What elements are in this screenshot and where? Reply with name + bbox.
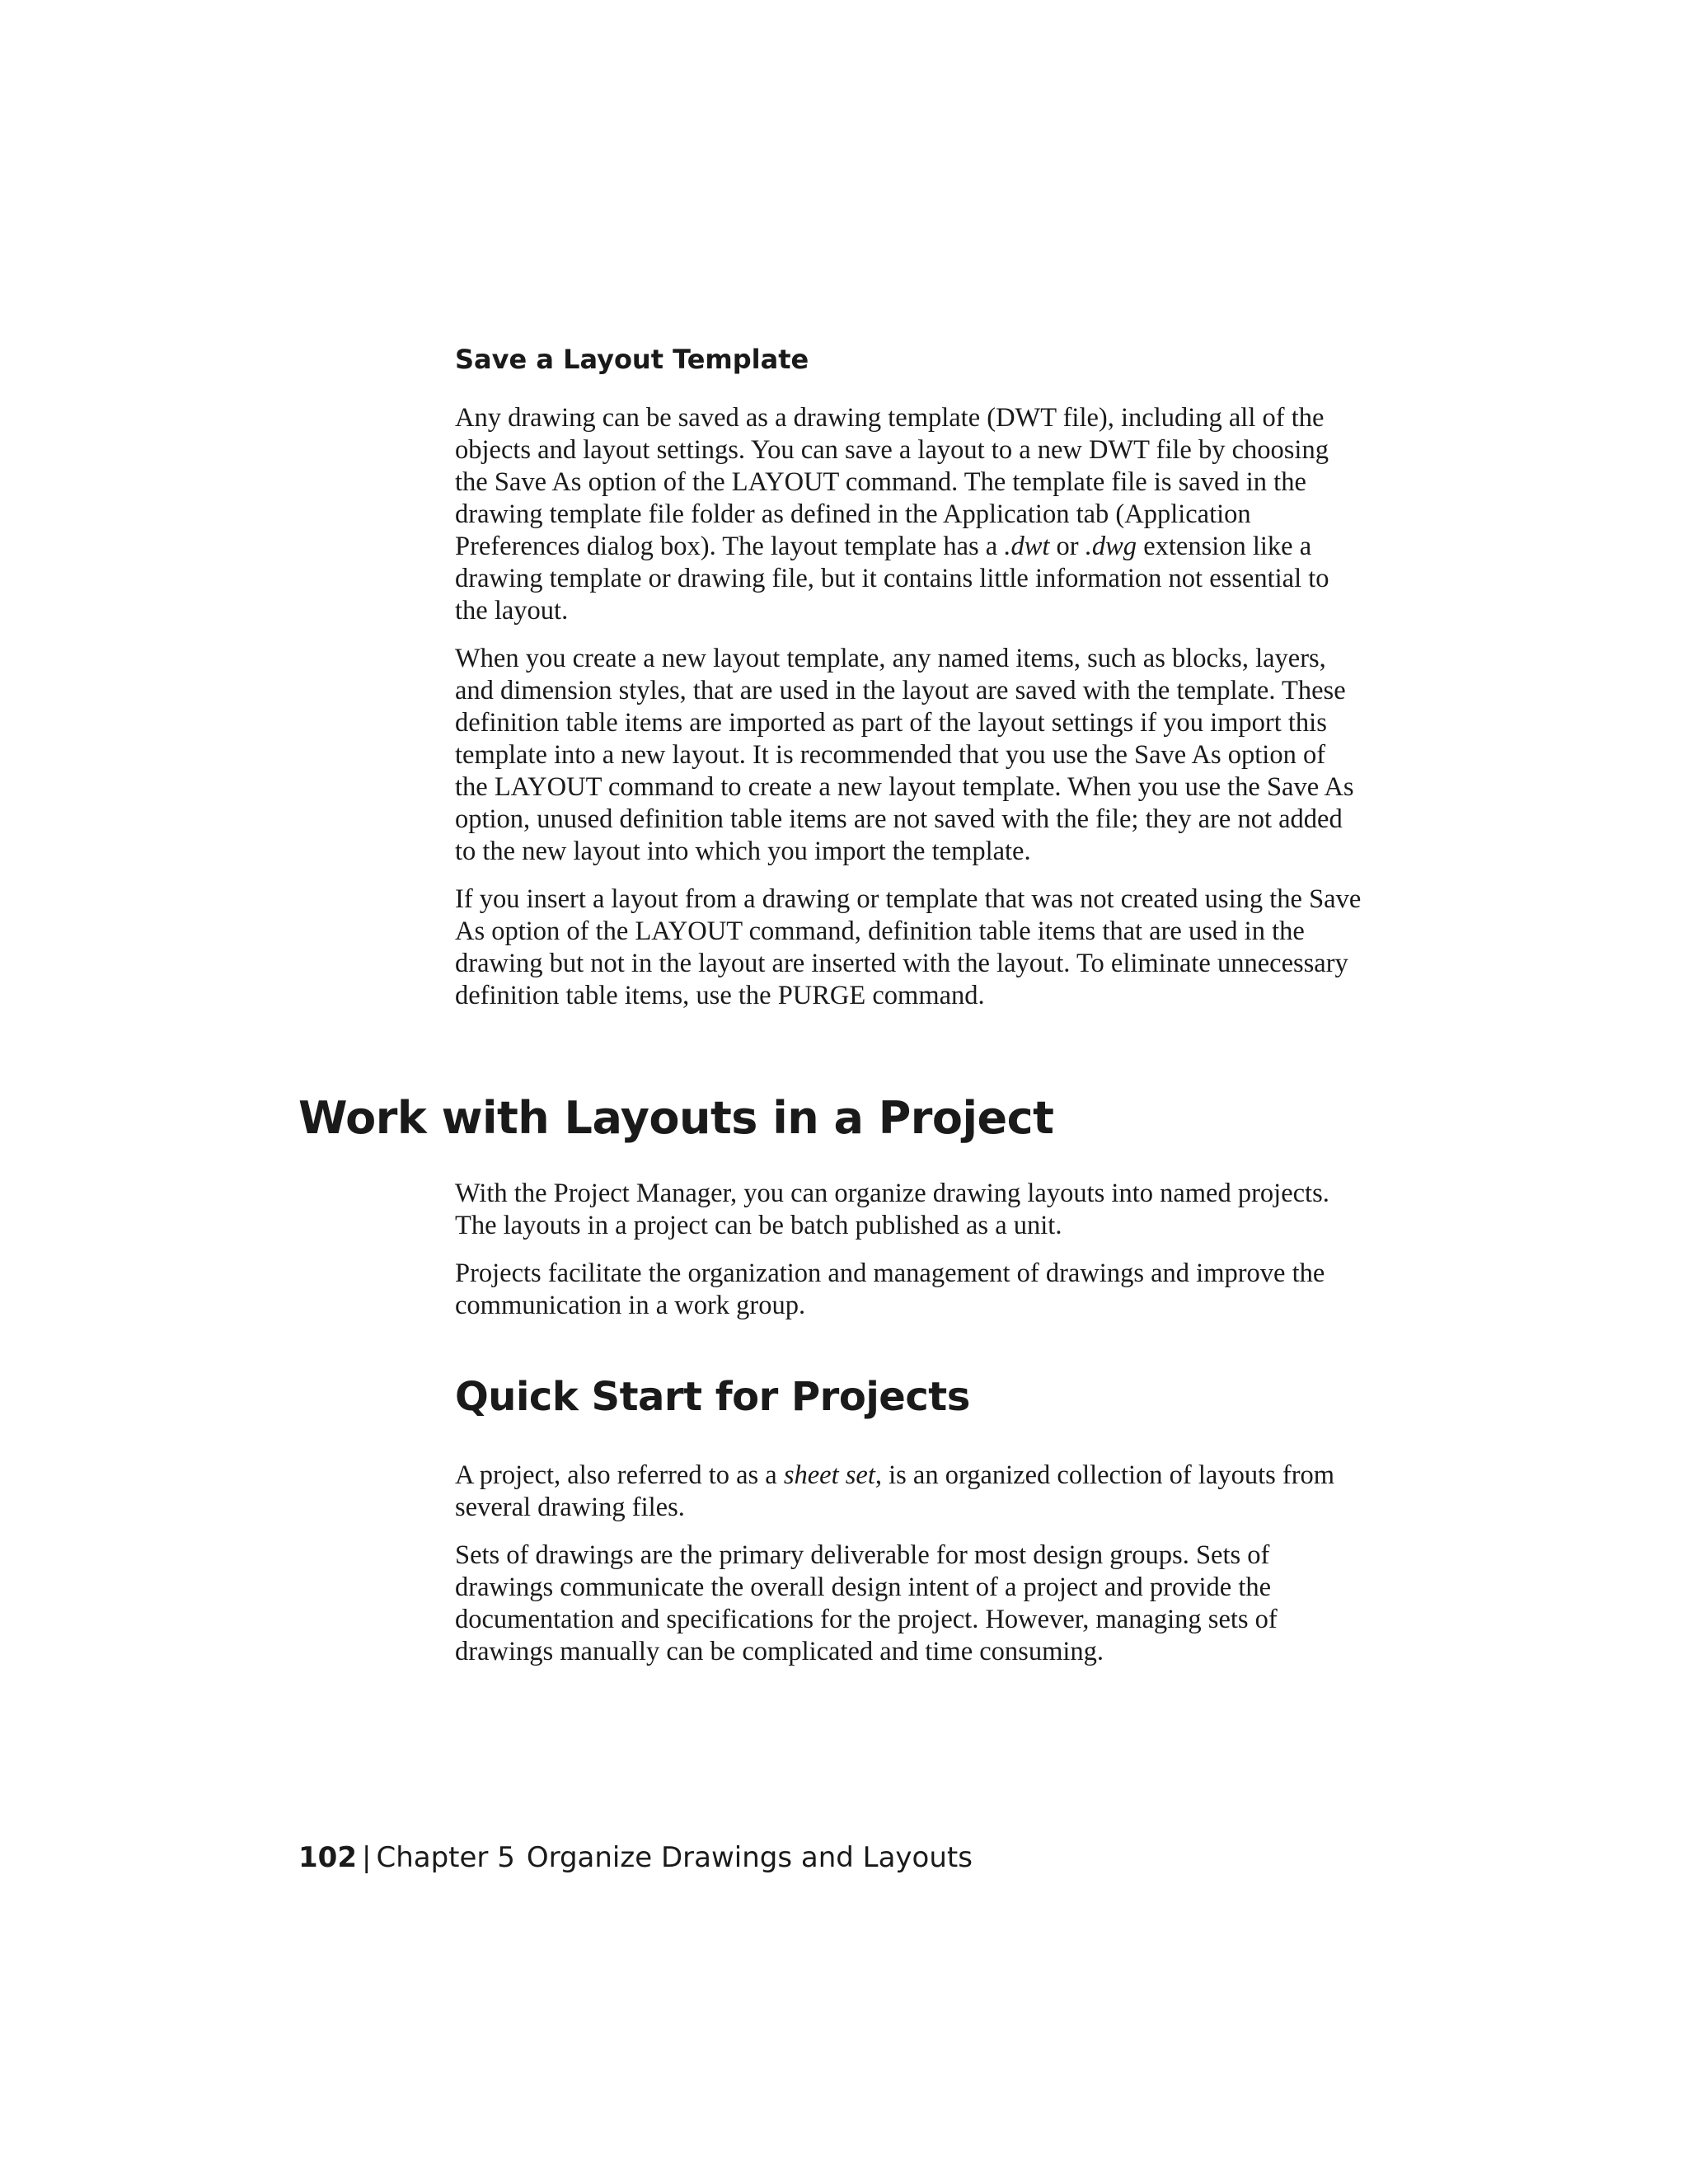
paragraph-insert-layout: If you insert a layout from a drawing or template that was not created using the Save As option of the LAYOUT command, definition table items that are used in the drawing but not in the layout are inserted with the layout. To eliminate unnecessary definition table items, use the PURGE command.	[455, 884, 1362, 1010]
topic-heading: Quick Start for Projects	[455, 1374, 970, 1420]
work-with-layouts-body	[455, 1178, 1362, 1338]
chapter-title: Organize Drawings and Layouts	[526, 1841, 973, 1874]
paragraph-text: extension like a drawing template or drawing file, but it contains little information not essential to the layout.	[455, 532, 1329, 626]
paragraph-text: A project, also referred to as a	[455, 1460, 784, 1490]
save-template-body	[455, 402, 1362, 1028]
paragraph-sheet-set	[455, 1460, 1362, 1524]
chapter-label: Chapter 5	[376, 1841, 515, 1874]
footer-separator: |	[361, 1841, 372, 1874]
paragraph-text: , is an organized collection of layouts from several drawing files.	[455, 1460, 1335, 1522]
term-sheet-set: sheet set	[783, 1460, 875, 1490]
paragraph-text: or	[1049, 532, 1085, 561]
paragraph-sets-of-drawings: Sets of drawings are the primary deliverable for most design groups. Sets of drawings communicate the overall design intent of a project and provide the documentation and specifications for the project. However, managing sets of drawings manually can be complicated and time consuming.	[455, 1540, 1278, 1666]
paragraph-projects-facilitate: Projects facilitate the organization and management of drawings and improve the communication in a work group.	[455, 1258, 1325, 1320]
paragraph-project-manager: With the Project Manager, you can organize drawing layouts into named projects. The layouts in a project can be batch published as a unit.	[455, 1179, 1329, 1240]
quick-start-body	[455, 1460, 1362, 1684]
page-number: 102	[298, 1841, 357, 1874]
paragraph-text: Any drawing can be saved as a drawing template (DWT file), including all of the objects and layout settings. You can save a layout to a new DWT file by choosing the Save As option of the LAYOUT command. The template file is saved in the drawing template file folder as defined in the Application tab (Application Preferences dialog box). The layout template has a	[455, 403, 1329, 561]
paragraph-named-items: When you create a new layout template, any named items, such as blocks, layers, and dimension styles, that are used in the layout are saved with the template. These definition table items are imported as part of the layout settings if you import this template into a new layout. It is recommended that you use the Save As option of the LAYOUT command to create a new layout template. When you use the Save As option, unused definition table items are not saved with the file; they are not added to the new layout into which you import the template.	[455, 644, 1354, 866]
extension-dwg: .dwg	[1085, 532, 1137, 561]
page-footer	[298, 1840, 973, 1876]
paragraph-dwt-file	[455, 402, 1362, 627]
section-heading: Work with Layouts in a Project	[298, 1092, 1054, 1144]
subsection-heading: Save a Layout Template	[455, 344, 809, 375]
extension-dwt: .dwt	[1004, 532, 1050, 561]
